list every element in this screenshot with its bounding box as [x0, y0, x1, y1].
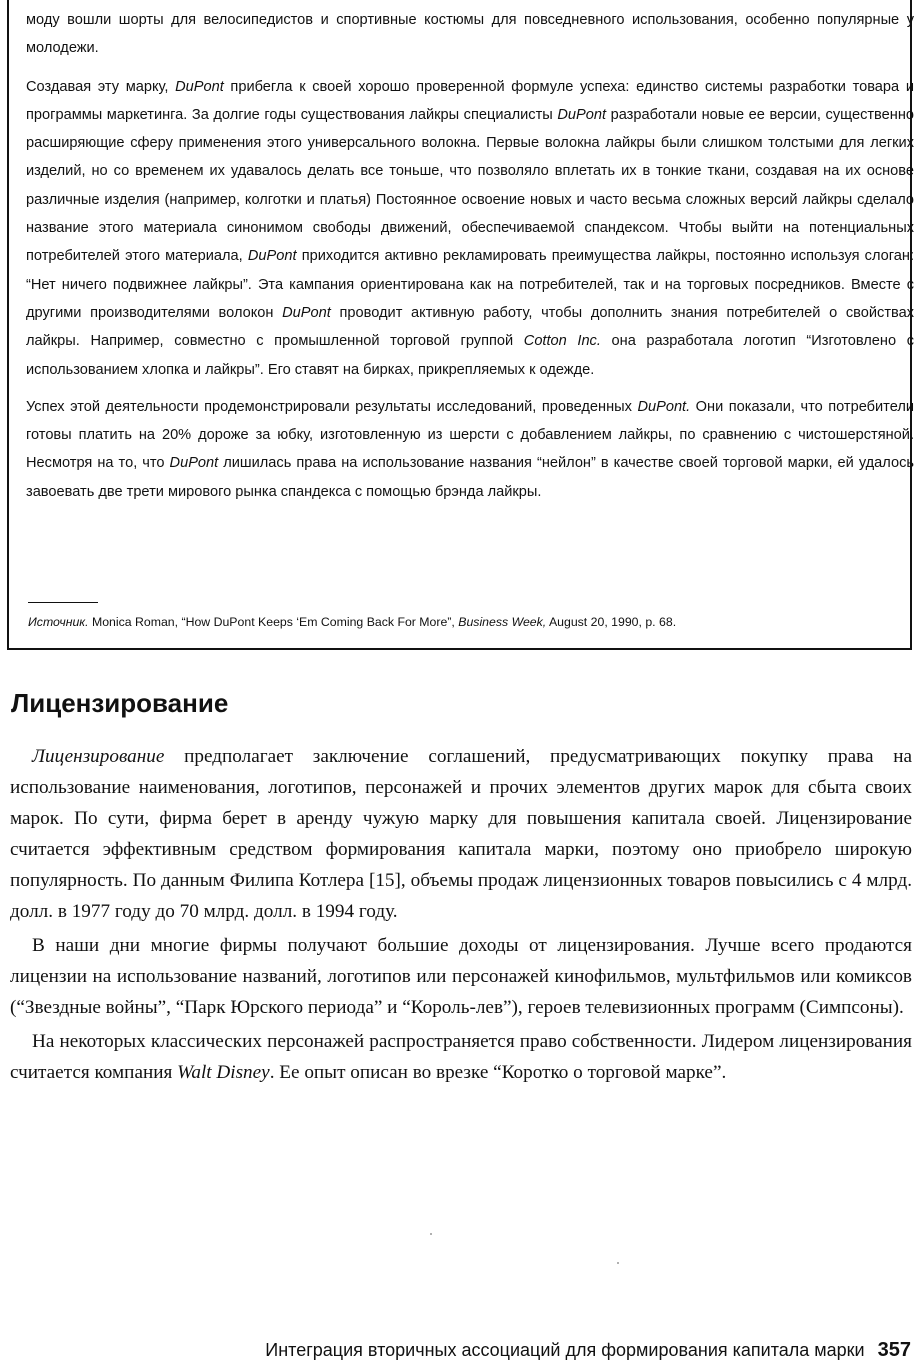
source-label: Источник. — [28, 615, 89, 629]
section-body — [10, 741, 912, 1091]
text-run: August 20, 1990, p. 68. — [546, 615, 677, 629]
brand-dupont: DuPont — [175, 78, 224, 95]
section-heading: Лицензирование — [11, 688, 229, 718]
brand-dupont: DuPont — [169, 455, 219, 472]
scan-speck — [617, 1262, 619, 1264]
body-paragraph-1 — [10, 741, 912, 927]
sidebar-paragraph-2 — [26, 73, 914, 384]
sidebar-paragraph-3 — [26, 393, 914, 506]
brand-dupont: DuPont. — [637, 398, 691, 415]
sidebar-text — [26, 6, 914, 515]
text-run: На некоторых классических персонажей распространяется право собственности. Лидером лицензирования считается компания — [10, 1031, 912, 1083]
text-run: предполагает заключение соглашений, предусматривающих покупку права на использование наименования, логотипов, персонажей и прочих элементов других марок для сбыта своих марок. По сути, фирма берет в аренду чужую марку для повышения капитала своей. Лицензирование считается эффективным средством формирования капитала марки, поэтому оно приобрело широкую популярность. По данным Филипа Котлера [15], объемы продаж лицензионных товаров повысились с 4 млрд. долл. в 1977 году до 70 млрд. долл. в 1994 году. — [10, 746, 912, 922]
text-run: она разработала логотип “Изготовлено с использованием хлопка и лайкры”. Его ставят на бирках, прикрепляемых к одежде. — [26, 333, 915, 378]
journal-name: Business Week, — [458, 615, 547, 629]
body-paragraph-3 — [10, 1026, 912, 1088]
sidebar-box — [7, 0, 915, 650]
brand-dupont: DuPont — [247, 248, 297, 265]
source-citation — [28, 608, 908, 636]
page-number: 357 — [877, 1339, 911, 1361]
brand-dupont: DuPont — [282, 304, 331, 321]
footnote-rule — [28, 602, 98, 603]
text-run: приходится активно рекламировать преимущества лайкры, постоянно используя слоган: “Нет ничего подвижнее лайкры”. Эта кампания ориентирована как на потребителей, так и на торговых посредников. Вместе с другими производителями волокон — [26, 248, 915, 321]
text-run: Monica Roman, “How DuPont Keeps ‘Em Coming Back For More”, — [88, 615, 459, 629]
body-paragraph-2: В наши дни многие фирмы получают большие доходы от лицензирования. Лучше всего продаются лицензии на использование названий, логотипов или персонажей кинофильмов, мультфильмов или комиксов (“Звездные войны”, “Парк Юрского периода” и “Король-лев”), героев телевизионных программ (Симпсоны). — [10, 935, 912, 1018]
brand-dupont: DuPont — [557, 106, 607, 123]
company-name: Walt Disney — [177, 1062, 270, 1083]
running-title: Интеграция вторичных ассоциаций для формирования капитала марки — [265, 1340, 865, 1360]
sidebar-paragraph-1: моду вошли шорты для велосипедистов и спортивные костюмы для повседневного использования, особенно популярные у молодежи. — [26, 12, 914, 57]
term-highlight: Лицензирование — [32, 746, 165, 767]
text-run: . Ее опыт описан во врезке “Коротко о торговой марке”. — [269, 1062, 727, 1083]
scan-speck — [430, 1233, 432, 1235]
text-run: Они показали, что потребители готовы платить на 20% дороже за юбку, изготовленную из шерсти с добавлением лайкры, по сравнению с чистошерстяной. Несмотря на то, что — [26, 398, 914, 472]
text-run: лишилась права на использование названия “нейлон” в качестве своей торговой марки, ей удалось завоевать две трети мирового рынка спандекса с помощью брэнда лайкры. — [26, 455, 914, 500]
page-footer — [265, 1336, 911, 1364]
text-run: Успех этой деятельности продемонстрировали результаты исследований, проведенных — [26, 398, 638, 415]
brand-cotton-inc: Cotton Inc. — [523, 333, 601, 350]
text-run: прибегла к своей хорошо проверенной формуле успеха: единство системы разработки товара и программы маркетинга. За долгие годы существования лайкры специалисты — [26, 78, 914, 123]
text-run: Создавая эту марку, — [26, 78, 176, 95]
text-run: проводит активную работу, чтобы дополнить знания потребителей о свойствах лайкры. Например, совместно с промышленной торговой группой — [26, 304, 915, 350]
text-run: разработали новые ее версии, существенно расширяющие сферу применения этого универсального волокна. Первые волокна лайкры были слишком толстыми для легких изделий, но со временем их удавалось делать все тоньше, что позволяло вплетать их в тонкие ткани, создавая на их основе различные изделия (например, колготки и платья) Постоянное освоение новых и часто весьма сложных версий лайкры сделало название этого материала синонимом свободы движений, обеспечиваемой спандексом. Чтобы выйти на потенциальных потребителей этого материала, — [26, 106, 914, 265]
